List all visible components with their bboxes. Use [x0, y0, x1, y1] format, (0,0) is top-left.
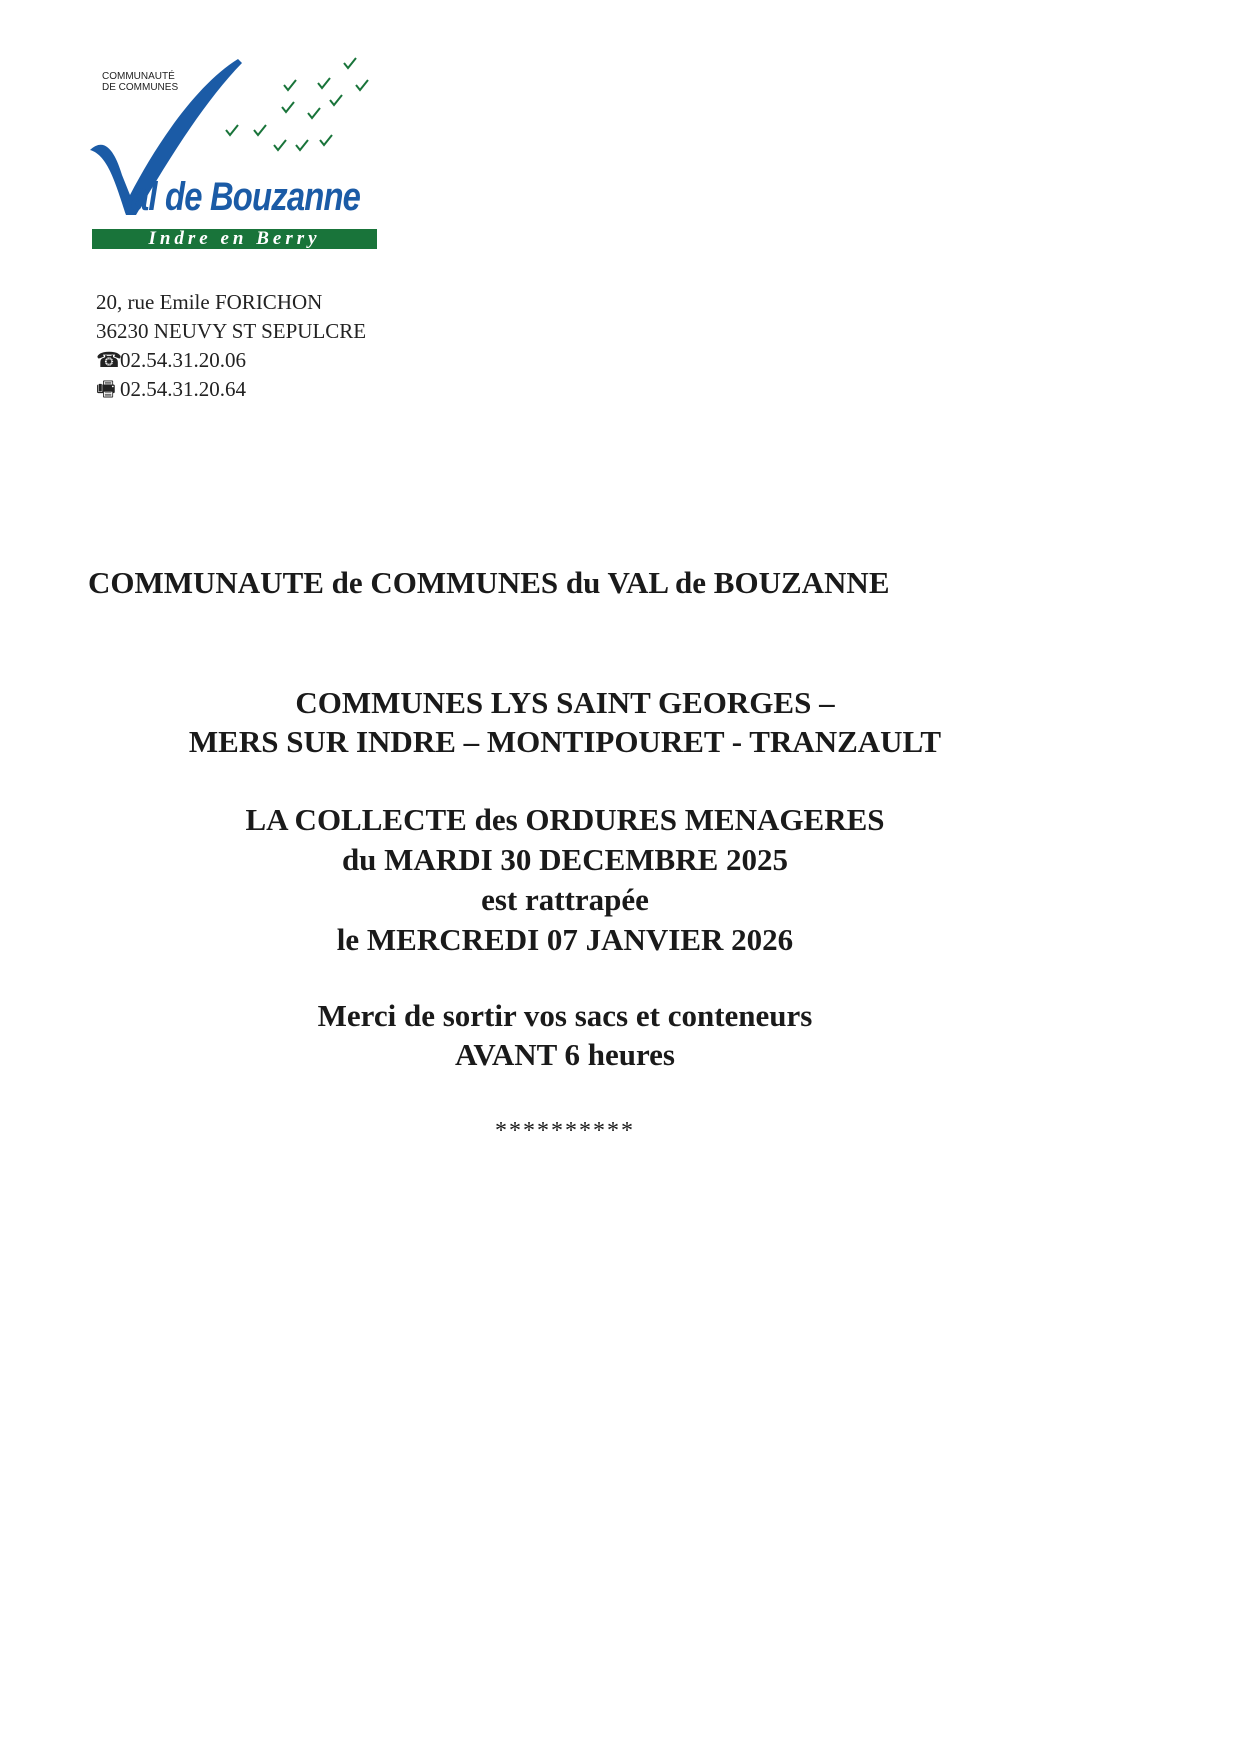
instruction-line: AVANT 6 heures [455, 1037, 675, 1072]
notice-line: est rattrapée [481, 882, 649, 917]
logo-text-line2: DE COMMUNES [102, 82, 179, 93]
fax-icon: 🖷 [96, 377, 116, 401]
notice-block [0, 800, 1130, 960]
communes-block [0, 683, 1130, 761]
phone-line [96, 346, 366, 375]
separator: ********** [495, 1118, 635, 1144]
logo-band: Indre en Berry [92, 229, 377, 249]
communes-line: COMMUNES LYS SAINT GEORGES – [295, 685, 835, 720]
address-block [96, 288, 366, 404]
page-title: COMMUNAUTE de COMMUNES du VAL de BOUZANNE [88, 565, 890, 600]
notice-line: le MERCREDI 07 JANVIER 2026 [336, 922, 794, 957]
logo-name: al de Bouzanne [131, 175, 361, 219]
phone-number: 02.54.31.20.06 [120, 348, 246, 372]
notice-line: LA COLLECTE des ORDURES MENAGERES [245, 802, 885, 837]
phone-icon: ☎ [96, 348, 123, 372]
communes-line: MERS SUR INDRE – MONTIPOURET - TRANZAULT [188, 724, 942, 759]
city: 36230 NEUVY ST SEPULCRE [96, 319, 367, 343]
street: 20, rue Emile FORICHON [96, 290, 323, 314]
logo-subtitle [102, 71, 178, 93]
fax-line [96, 375, 366, 404]
instruction-block [0, 996, 1130, 1074]
fax-number: 02.54.31.20.64 [120, 377, 246, 401]
logo [86, 55, 386, 255]
notice-line: du MARDI 30 DECEMBRE 2025 [341, 842, 789, 877]
logo-text-line1: COMMUNAUTÉ [102, 71, 175, 82]
instruction-line: Merci de sortir vos sacs et conteneurs [317, 998, 813, 1033]
